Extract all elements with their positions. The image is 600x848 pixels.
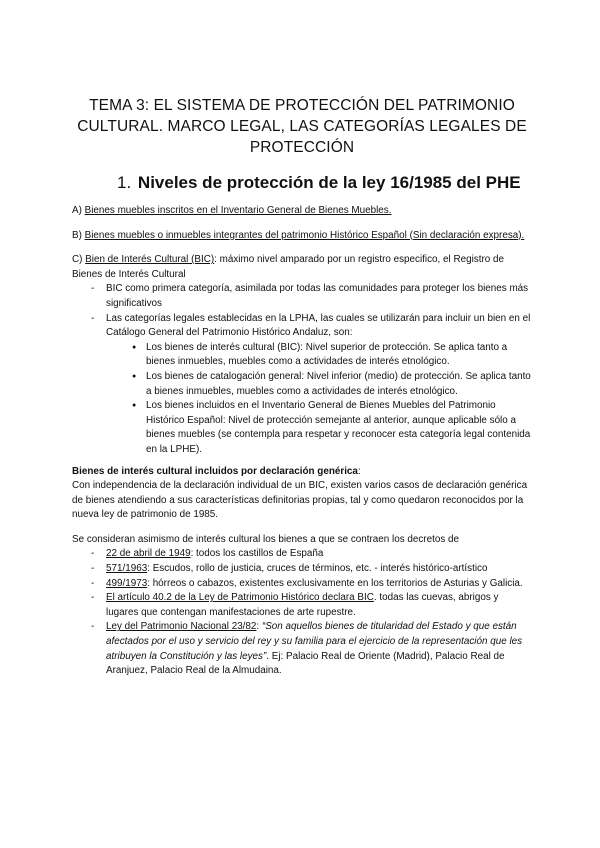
list-item xyxy=(72,620,532,678)
generic-heading-colon: : xyxy=(357,465,361,477)
paragraph-c-text: : máximo nivel amparado por un registro especifico, el Registro de Bienes de Interés Cultural xyxy=(72,254,504,280)
list-item xyxy=(72,562,532,577)
decrees-intro: Se consideran asimismo de interés cultural los bienes a que se contraen los decretos de xyxy=(72,533,459,545)
link-bic[interactable]: Bien de Interés Cultural (BIC) xyxy=(85,254,215,266)
section-heading-text: Niveles de protección de la ley 16/1985 del PHE xyxy=(137,173,521,192)
generic-heading-text: Bienes de interés cultural incluidos por declaración genérica xyxy=(72,465,358,477)
list-item xyxy=(72,577,532,592)
paragraph-b-prefix: B) xyxy=(72,229,85,241)
section-heading xyxy=(72,172,532,194)
link-bienes-muebles-inventario[interactable]: Bienes muebles inscritos en el Inventario General de Bienes Muebles. xyxy=(84,205,392,216)
decree-text: . Ej: Palacio Real de Oriente (Madrid), Palacio Real de Aranjuez, Palacio Real de la Almudaina. xyxy=(106,650,505,677)
paragraph-c xyxy=(72,253,532,282)
document-title: TEMA 3: EL SISTEMA DE PROTECCIÓN DEL PATRIMONIO CULTURAL. MARCO LEGAL, LAS CATEGORÍAS LEGALES DE PROTECCIÓN xyxy=(77,97,527,156)
paragraph-a xyxy=(72,204,532,219)
decree-quote: “Son aquellos bienes de titularidad del Estado y que están afectados por el uso y servicio del rey y su familia para el ejercicio de la representación que les atribuyen la Constitución y las leyes” xyxy=(106,621,523,662)
lpha-bullet-list xyxy=(72,341,532,458)
list-item xyxy=(72,591,532,620)
link-decree-1949[interactable]: 22 de abril de 1949 xyxy=(106,548,191,560)
generic-declaration-body: Con independencia de la declaración individual de un BIC, existen varios casos de declaración genérica de bienes atendiendo a sus características definitorias propias, tal y como quedaron reconocidos por la nueva ley de patrimonio de 1985. xyxy=(72,480,528,521)
list-item: - Las categorías legales establecidas en la LPHA, las cuales se utilizarán para incluir un bien en el Catálogo General del Patrimonio Histórico Andaluz, son: xyxy=(72,312,532,341)
document-page xyxy=(72,95,532,679)
decree-text: : Escudos, rollo de justicia, cruces de términos, etc. - interés histórico-artístico xyxy=(147,563,488,575)
decrees-list xyxy=(72,547,532,678)
decree-text: : hórreos o cabazos, existentes exclusivamente en los territorios de Asturias y Galicia. xyxy=(147,577,523,589)
decree-text: : todos los castillos de España xyxy=(190,548,324,560)
list-item: ● Los bienes de catalogación general: Nivel inferior (medio) de protección. Se aplica tanto a bienes inmuebles, muebles como a actividades de interés etnológico. xyxy=(132,370,532,399)
link-ley-patrimonio-nacional[interactable]: Ley del Patrimonio Nacional 23/82 xyxy=(106,621,257,633)
list-item: ● Los bienes incluidos en el Inventario General de Bienes Muebles del Patrimonio Histórico Español: Nivel de protección semejante al anterior, aunque aplicable sólo a bienes muebles (se contempla para respetar y reconocer esta categoría legal contenida en la LPHE). xyxy=(132,399,532,457)
list-item: - BIC como primera categoría, asimilada por todas las comunidades para proteger los bienes más significativos xyxy=(72,282,532,311)
list-item xyxy=(72,547,532,562)
paragraph-b xyxy=(72,229,532,244)
link-bienes-patrimonio-historico[interactable]: Bienes muebles o inmuebles integrantes del patrimonio Histórico Español (Sin declaración expresa). xyxy=(84,229,525,241)
link-decree-499-1973[interactable]: 499/1973 xyxy=(106,577,148,589)
paragraph-c-prefix: C) xyxy=(72,254,86,266)
generic-declaration-heading xyxy=(72,465,532,480)
link-decree-571-1963[interactable]: 571/1963 xyxy=(106,563,148,575)
paragraph-a-prefix: A) xyxy=(72,205,85,216)
list-item: ● Los bienes de interés cultural (BIC): Nivel superior de protección. Se aplica tanto a bienes inmuebles, muebles como a actividades de interés etnológico. xyxy=(132,341,532,370)
decree-text: . todas las cuevas, abrigos y lugares que contengan manifestaciones de arte rupestre. xyxy=(106,592,499,618)
bic-dash-list xyxy=(72,282,532,340)
link-article-40-2[interactable]: El artículo 40.2 de la Ley de Patrimonio Histórico declara BIC xyxy=(106,592,374,604)
section-number: 1. xyxy=(117,173,132,192)
decree-separator: : xyxy=(256,621,262,633)
